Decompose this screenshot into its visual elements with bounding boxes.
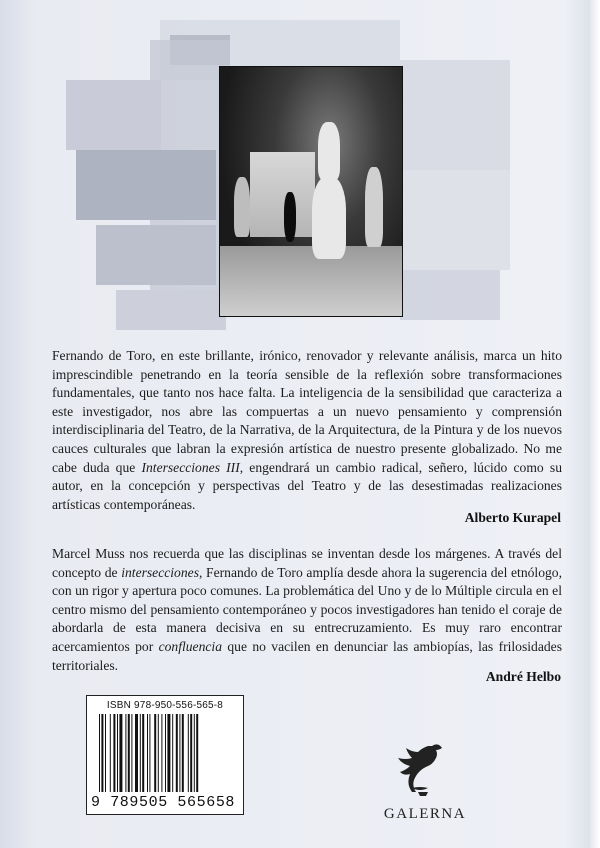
book-title: Intersecciones III bbox=[141, 459, 240, 475]
review-text: que no vacilen en denunciar las ambiopías, las frilosidades territoriales. bbox=[52, 638, 562, 673]
decor-block bbox=[96, 225, 216, 285]
review-paragraph-1 bbox=[52, 347, 562, 514]
photo-performer bbox=[312, 177, 346, 259]
decor-block bbox=[66, 80, 161, 150]
isbn-barcode bbox=[86, 695, 244, 815]
decor-block bbox=[400, 60, 510, 170]
review-author-1: Alberto Kurapel bbox=[464, 510, 561, 525]
decor-block bbox=[76, 150, 216, 220]
isbn-digits: 9 789505 565658 bbox=[91, 794, 236, 811]
review-text: , Fernando de Toro amplía desde ahora la sugerencia del etnólogo, con un rigor y apertura poco comunes. La problemática del Uno y de lo Múltiple circula en el centro mismo del pensamiento contemporáneo y pocos investigadores han tenido el coraje de abordarla de esta manera decisiva en su entrecruzamiento. Es muy raro encontrar acercamientos por bbox=[52, 564, 562, 654]
concept-term: intersecciones bbox=[121, 564, 199, 580]
review-paragraph-2 bbox=[52, 545, 562, 675]
decor-block bbox=[400, 170, 510, 270]
photo-performer bbox=[318, 122, 340, 180]
decor-block bbox=[400, 270, 500, 320]
decor-block bbox=[116, 290, 226, 330]
photo-performer bbox=[234, 177, 250, 237]
photo-screen bbox=[250, 152, 315, 237]
review-text: , engendrará un cambio radical, señero, lúcido como su autor, en la concepción y perspectivas del Teatro y de las desestimadas realizaciones artísticas contemporáneas. bbox=[52, 459, 562, 512]
photo-floor bbox=[220, 246, 402, 316]
isbn-label: ISBN 978-950-556-565-8 bbox=[106, 700, 224, 711]
review-text: Fernando de Toro, en este brillante, irónico, renovador y relevante análisis, marca un hito imprescindible penetrando en la teoría sensible de la reflexión sobre transformaciones fundamentales, que tanto nos hace falta. La inteligencia de la sensibilidad que caracteriza a este investigador, nos abre las compuertas a un nuevo pensamiento y comprensión interdisciplinaria del Teatro, de la Narrativa, de la Arquitectura, de la Pintura y de los nuevos cauces culturales que labran la expresión artística de nuestro presente globalizado. No me cabe duda que bbox=[52, 348, 562, 475]
photo-performer bbox=[365, 167, 383, 247]
barcode-bars-icon bbox=[99, 714, 235, 792]
review-text: Marcel Muss nos recuerda que las disciplinas se inventan desde los márgenes. A través del concepto de bbox=[52, 546, 562, 580]
publisher-name: GALERNA bbox=[383, 806, 467, 822]
review-author-2: André Helbo bbox=[485, 669, 561, 684]
concept-term: confluencia bbox=[158, 638, 222, 654]
photo-performer bbox=[284, 192, 296, 242]
rooster-logo-icon bbox=[392, 738, 454, 800]
theatre-photo-image bbox=[219, 66, 403, 317]
